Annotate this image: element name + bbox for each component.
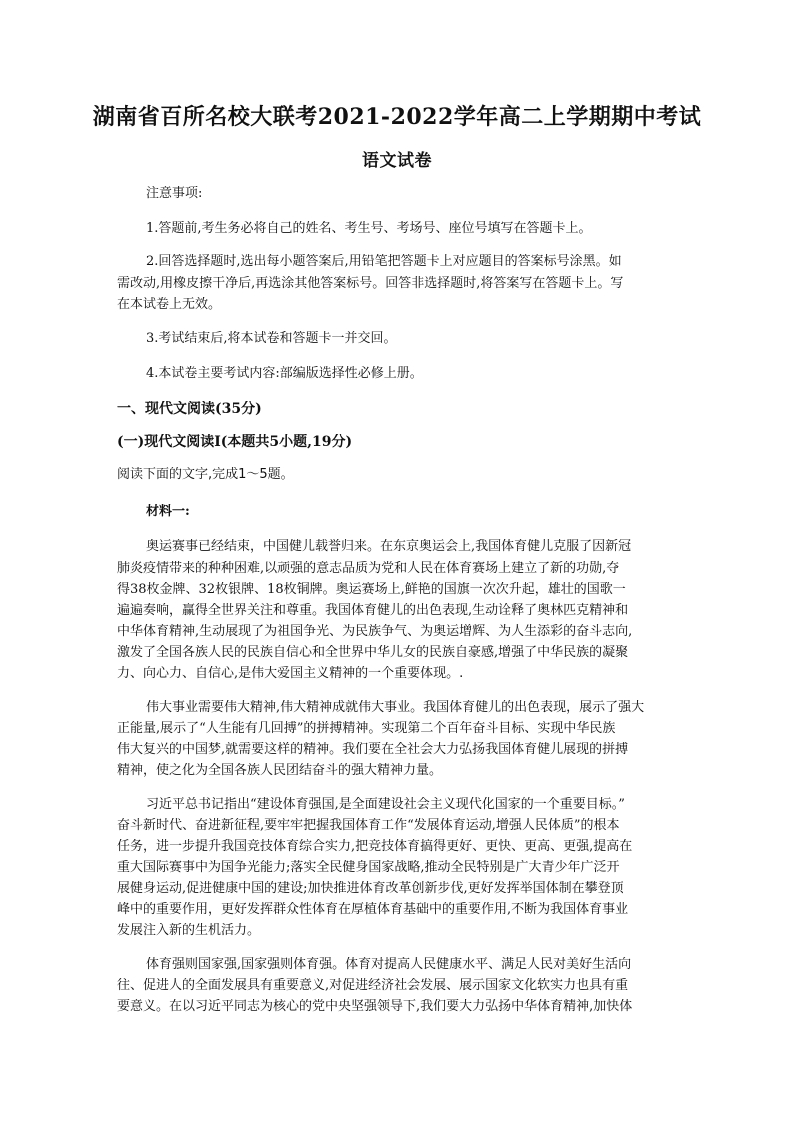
passage-line: 峰中的重要作用，更好发挥群众性体育在厚植体育基础中的重要作用,不断为我国体育事业 [117, 902, 629, 917]
passage-line: 奋斗新时代、奋进新征程,要牢牢把握我国体育工作“发展体育运动,增强人民体质”的根本 [117, 818, 620, 833]
note-item-2-line1: 2.回答选择题时,选出每小题答案后,用铅笔把答题卡上对应题目的答案标号涂黑。如 [146, 254, 622, 269]
note-item-2-line2: 需改动,用橡皮擦干净后,再选涂其他答案标号。回答非选择题时,将答案写在答题卡上。写 [117, 276, 624, 291]
passage-line: 展健身运动,促进健康中国的建设;加快推进体育改革创新步伐,更好发挥举国体制在攀登顶 [117, 881, 624, 896]
passage-line: 重大国际赛事中为国争光能力;落实全民健身国家战略,推动全民特别是广大青少年广泛开 [117, 860, 620, 875]
section-heading: 一、现代文阅读(35分) [117, 401, 262, 417]
passage-line: 任务，进一步提升我国竞技体育综合实力,把竞技体育搞得更好、更快、更高、更强,提高在 [117, 839, 633, 854]
notes-heading: 注意事项: [146, 186, 203, 201]
passage-line: 中华体育精神,生动展现了为祖国争光、为民族争气、为奥运增辉、为人生添彩的奋斗志向, [117, 624, 633, 639]
note-item-4: 4.本试卷主要考试内容:部编版选择性必修上册。 [146, 366, 423, 381]
passage-line: 伟大事业需要伟大精神,伟大精神成就伟大事业。我国体育健儿的出色表现，展示了强大 [146, 700, 645, 715]
passage-line: 往、促进人的全面发展具有重要意义,对促进经济社会发展、展示国家文化软实力也具有重 [117, 978, 629, 993]
material-label: 材料一: [146, 504, 190, 519]
passage-line: 习近平总书记指出“建设体育强国,是全面建设社会主义现代化国家的一个重要目标。” [146, 797, 625, 812]
passage-line: 正能量,展示了“人生能有几回搏”的拼搏精神。实现第二个百年奋斗目标、实现中华民族 [117, 721, 616, 736]
section-instruction: 阅读下面的文字,完成1～5题。 [117, 467, 294, 482]
exam-subtitle: 语文试卷 [362, 151, 432, 171]
passage-line: 精神，使之化为全国各族人民团结奋斗的强大精神力量。 [117, 763, 443, 778]
passage-line: 奥运赛事已经结束，中国健儿载誉归来。在东京奥运会上,我国体育健儿克服了因新冠 [146, 539, 632, 554]
note-item-3: 3.考试结束后,将本试卷和答题卡一并交回。 [146, 331, 397, 346]
passage-line: 得38枚金牌、32枚银牌、18枚铜牌。奥运赛场上,鲜艳的国旗一次次升起，雄壮的国歌一 [117, 582, 626, 597]
note-item-2-line3: 在本试卷上无效。 [117, 297, 222, 312]
passage-line: 体育强则国家强,国家强则体育强。体育对提高人民健康水平、满足人民对美好生活向 [146, 957, 632, 972]
passage-line: 发展注入新的生机活力。 [117, 923, 261, 938]
note-item-1: 1.答题前,考生务必将自己的姓名、考生号、考场号、座位号填写在答题卡上。 [146, 221, 592, 236]
passage-line: 力、向心力、自信心,是伟大爱国主义精神的一个重要体现。. [117, 666, 464, 681]
passage-line: 伟大复兴的中国梦,就需要这样的精神。我们要在全社会大力弘扬我国体育健儿展现的拼搏 [117, 742, 629, 757]
section-subheading: (一)现代文阅读Ⅰ(本题共5小题,19分) [117, 434, 353, 450]
passage-line: 激发了全国各族人民的民族自信心和全世界中华儿女的民族自豪感,增强了中华民族的凝聚 [117, 645, 629, 660]
exam-title: 湖南省百所名校大联考2021-2022学年高二上学期期中考试 [92, 104, 702, 130]
passage-line: 肺炎疫情带来的种种困难,以顽强的意志品质为党和人民在体育赛场上建立了新的功勋,夺 [117, 561, 620, 576]
passage-line: 遍遍奏响，赢得全世界关注和尊重。我国体育健儿的出色表现,生动诠释了奥林匹克精神和 [117, 603, 629, 618]
passage-line: 要意义。在以习近平同志为核心的党中央坚强领导下,我们要大力弘扬中华体育精神,加快体 [117, 999, 633, 1014]
